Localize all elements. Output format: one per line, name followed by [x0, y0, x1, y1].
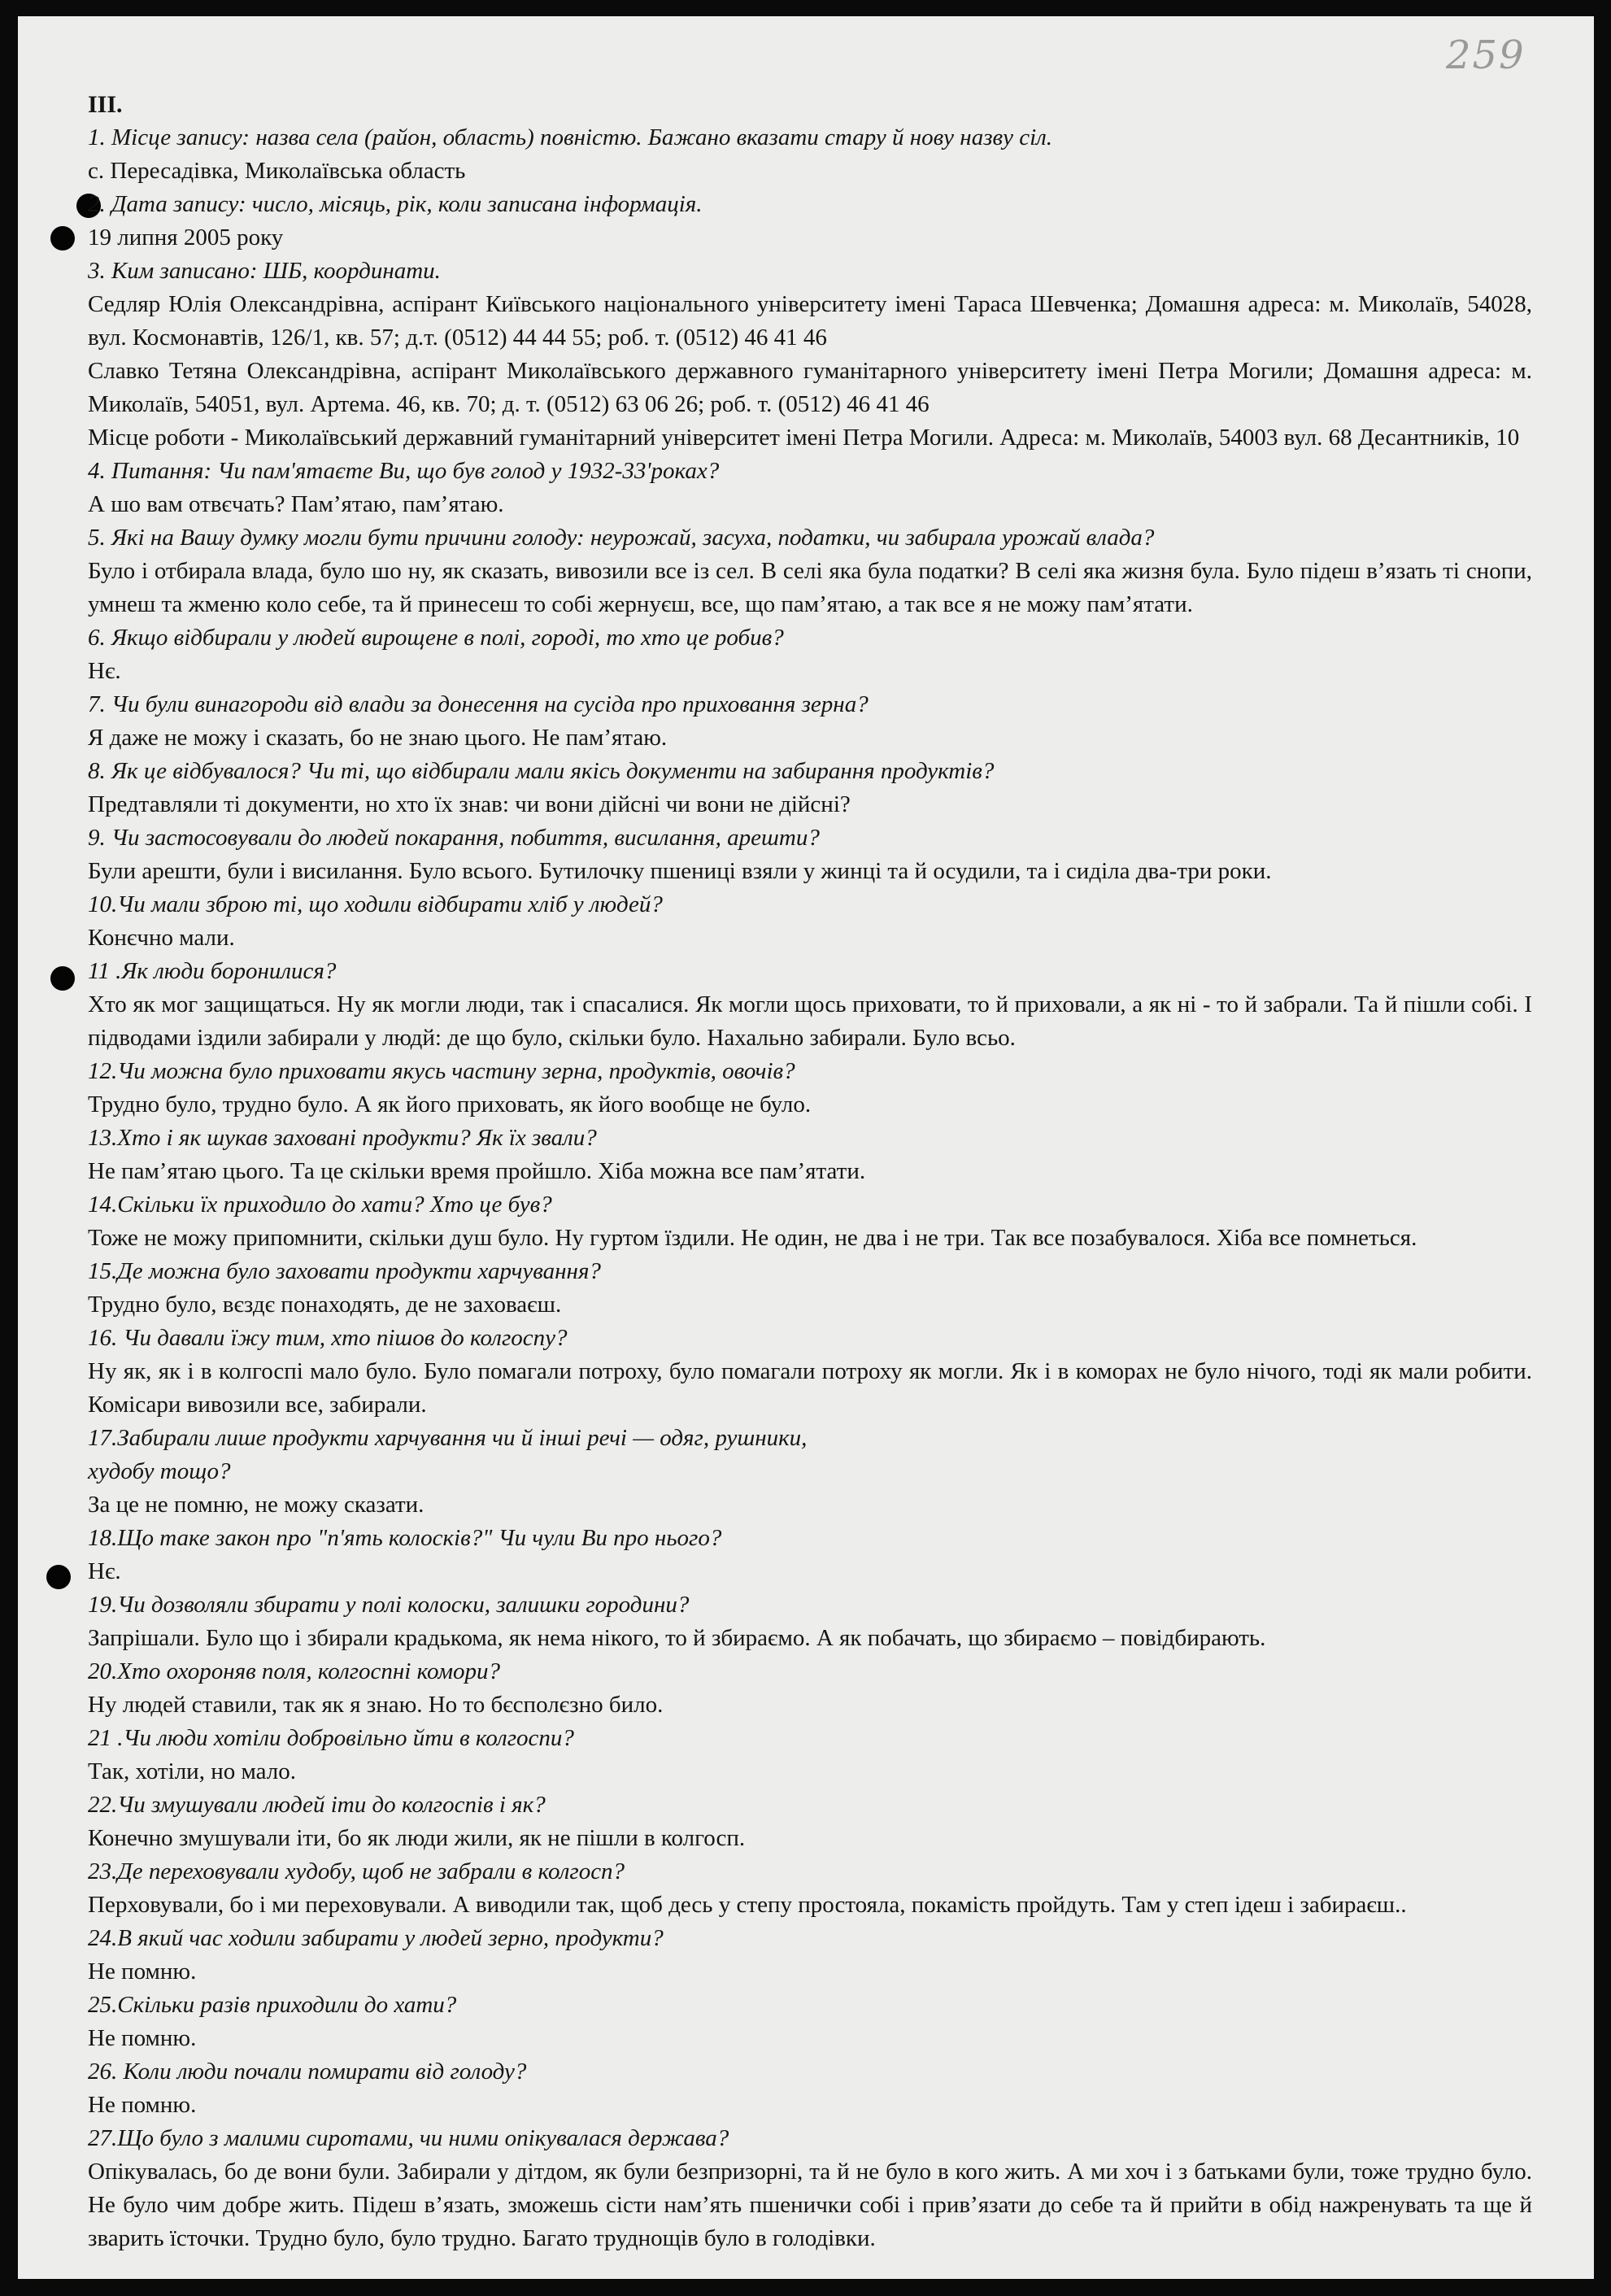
question-text: 11 .Як люди боронилися? — [88, 958, 337, 984]
qa-entry — [88, 521, 1532, 621]
punch-hole — [50, 966, 75, 991]
qa-entry — [88, 1655, 1532, 1722]
answer-text: Не пам’ятаю цього. Та це скільки время пройшло. Хіба можна все пам’ятати. — [88, 1158, 866, 1184]
question-text: 5. Які на Вашу думку могли бути причини голоду: неурожай, засуха, податки, чи забирала урожай влада? — [88, 525, 1155, 551]
answer-text: Так, хотіли, но мало. — [88, 1758, 296, 1784]
answer-text: Хто як мог защищаться. Ну як могли люди, так і спасалися. Як могли щось приховати, то й приховали, а як ні - то й забрали. Та й пішли собі. І підводами іздили забирали у людй: де що було, скільки було. Нахально забирали. Було всьо. — [88, 991, 1532, 1051]
qa-entry — [88, 1989, 1532, 2055]
answer-text: За це не помню, не можу сказати. — [88, 1492, 425, 1518]
answer-text: Конєчно мали. — [88, 925, 235, 951]
answer-text: Не помню. — [88, 2092, 197, 2118]
qa-entry — [88, 621, 1532, 688]
answer-text: Я даже не можу і сказать, бо не знаю цього. Не пам’ятаю. — [88, 725, 668, 751]
qa-entry — [88, 1322, 1532, 1422]
question-text: 9. Чи застосовували до людей покарання, побиття, висилання, арешти? — [88, 825, 820, 851]
answer-text: Опікувалась, бо де вони були. Забирали у дітдом, як були безпризорні, та й не було в кого жить. А ми хоч і з батьками були, тоже трудно було. Не було чим добре жить. Підеш в’язать, зможешь сісти нам’ять пшенички собі і прив’язати до себе та й прийти в обід нажренувать та ще й зварить їсточки. Трудно було, було трудно. Багато труднощів було в голодівки. — [88, 2159, 1532, 2251]
question-text: 12.Чи можна було приховати якусь частину зерна, продуктів, овочів? — [88, 1058, 795, 1084]
qa-entry — [88, 2122, 1532, 2255]
question-text: 1. Місце запису: назва села (район, область) повністю. Бажано вказати стару й нову назву сіл. — [88, 124, 1053, 150]
qa-entry — [88, 1422, 1532, 1522]
question-text: 15.Де можна було заховати продукти харчування? — [88, 1258, 601, 1284]
answer-text: Конечно змушували іти, бо як люди жили, як не пішли в колгосп. — [88, 1825, 746, 1851]
question-text: 17.Забирали лише продукти харчування чи й інші речі — одяг, рушники, худобу тощо? — [88, 1425, 808, 1484]
entries-list — [88, 121, 1532, 2255]
qa-entry — [88, 1055, 1532, 1122]
question-text: 18.Що таке закон про "п'ять колосків?" Чи чули Ви про нього? — [88, 1525, 722, 1551]
question-text: 22.Чи змушували людей іти до колгоспів і як? — [88, 1792, 546, 1818]
answer-text: 19 липня 2005 року — [88, 224, 284, 251]
answer-text: Нє. — [88, 1558, 121, 1584]
qa-entry — [88, 1722, 1532, 1788]
qa-entry — [88, 1922, 1532, 1989]
answer-text: с. Пересадівка, Миколаївська область — [88, 158, 466, 184]
answer-text: Славко Тетяна Олександрівна, аспірант Миколаївського державного гуманітарного університету імені Петра Могили; Домашня адреса: м. Миколаїв, 54051, вул. Артема. 46, кв. 70; д. т. (0512) 63 06 26; роб. т. (0512) 46 41 46 — [88, 358, 1532, 417]
answer-text: Седляр Юлія Олександрівна, аспірант Київського національного університету імені Тараса Шевченка; Домашня адреса: м. Миколаїв, 54028, вул. Космонавтів, 126/1, кв. 57; д.т. (0512) 44 44 55; роб. т. (0512) 46 41 46 — [88, 291, 1532, 351]
answer-text: Не помню. — [88, 2025, 197, 2051]
qa-entry — [88, 455, 1532, 521]
qa-entry — [88, 888, 1532, 955]
qa-entry — [88, 821, 1532, 888]
punch-hole — [50, 226, 75, 251]
question-text: 21 .Чи люди хотіли добровільно йти в колгоспи? — [88, 1725, 574, 1751]
answer-text: Запрішали. Було що і збирали крадькома, як нема нікого, то й збираємо. А як побачать, що збираємо – повідбирають. — [88, 1625, 1266, 1651]
qa-entry — [88, 2055, 1532, 2122]
qa-entry — [88, 955, 1532, 1055]
qa-entry — [88, 188, 1532, 255]
answer-text: Тоже не можу припомнити, скільки душ було. Ну гуртом їздили. Не один, не два і не три. Так все позабувалося. Хіба все помнеться. — [88, 1225, 1417, 1251]
answer-text: Не помню. — [88, 1958, 197, 1984]
qa-entry — [88, 1588, 1532, 1655]
question-text: 14.Скільки їх приходило до хати? Хто це був? — [88, 1192, 552, 1218]
qa-entry — [88, 1122, 1532, 1188]
qa-entry — [88, 1255, 1532, 1322]
answer-text: Перховували, бо і ми переховували. А виводили так, щоб десь у степу простояла, покамість пройдуть. Там у степ ідеш і забираєш.. — [88, 1892, 1407, 1918]
section-heading: III. — [88, 91, 123, 118]
question-text: 20.Хто охороняв поля, колгоспні комори? — [88, 1658, 500, 1684]
question-text: 2. Дата запису: число, місяць, рік, коли записана інформація. — [88, 191, 703, 217]
question-text: 26. Коли люди почали помирати від голоду? — [88, 2059, 527, 2085]
question-text: 3. Ким записано: ШБ, координати. — [88, 258, 441, 284]
answer-text: А шо вам отвєчать? Пам’ятаю, пам’ятаю. — [88, 491, 504, 517]
question-text: 7. Чи були винагороди від влади за донесення на сусіда про приховання зерна? — [88, 691, 869, 717]
answer-text: Трудно було, трудно було. А як його приховать, як його вообще не було. — [88, 1091, 812, 1118]
answer-text: Були арешти, були і висилання. Було всього. Бутилочку пшениці взяли у жинці та й осудили, та і сиділа два-три роки. — [88, 858, 1272, 884]
questionnaire-body — [88, 88, 1532, 2255]
question-text: 16. Чи давали їжу тим, хто пішов до колгоспу? — [88, 1325, 568, 1351]
qa-entry — [88, 1788, 1532, 1855]
qa-entry — [88, 755, 1532, 821]
answer-text: Предтавляли ті документи, но хто їх знав: чи вони дійсні чи вони не дійсні? — [88, 791, 851, 817]
question-text: 4. Питання: Чи пам'ятаєте Ви, що був голод у 1932-33'роках? — [88, 458, 720, 484]
answer-text: Ну людей ставили, так як я знаю. Но то бєсполєзно било. — [88, 1692, 664, 1718]
answer-text: Нє. — [88, 658, 121, 684]
question-text: 8. Як це відбувалося? Чи ті, що відбирали мали якісь документи на забирання продуктів? — [88, 758, 995, 784]
question-text: 23.Де переховували худобу, щоб не забрали в колгосп? — [88, 1858, 625, 1884]
qa-entry — [88, 121, 1532, 188]
question-text: 27.Що було з малими сиротами, чи ними опікувалася держава? — [88, 2125, 729, 2151]
qa-entry — [88, 1522, 1532, 1588]
qa-entry — [88, 688, 1532, 755]
question-text: 25.Скільки разів приходили до хати? — [88, 1992, 457, 2018]
page-number: 259 — [1446, 33, 1526, 78]
answer-text: Місце роботи - Миколаївський державний гуманітарний університет імені Петра Могили. Адреса: м. Миколаїв, 54003 вул. 68 Десантників, 10 — [88, 425, 1520, 451]
question-text: 24.В який час ходили забирати у людей зерно, продукти? — [88, 1925, 664, 1951]
answer-text: Трудно було, вєздє понаходять, де не заховаєш. — [88, 1292, 562, 1318]
punch-hole — [46, 1565, 71, 1589]
answer-text: Було і отбирала влада, було шо ну, як сказать, вивозили все із сел. В селі яка була податки? В селі яка жизня була. Було підеш в’язать ті снопи, умнеш та жменю коло себе, та й принесеш то собі жернуєш, все, що пам’ятаю, а так все я не можу пам’ятати. — [88, 558, 1532, 617]
answer-text: Ну як, як і в колгоспі мало було. Було помагали потроху, було помагали потроху як могли. Як і в коморах не було нічого, тоді як мали робити. Комісари вивозили все, забирали. — [88, 1358, 1532, 1418]
question-text: 10.Чи мали зброю ті, що ходили відбирати хліб у людей? — [88, 891, 663, 917]
qa-entry — [88, 255, 1532, 455]
qa-entry — [88, 1188, 1532, 1255]
qa-entry — [88, 1855, 1532, 1922]
question-text: 19.Чи дозволяли збирати у полі колоски, залишки городини? — [88, 1592, 690, 1618]
question-text: 13.Хто і як шукав заховані продукти? Як їх звали? — [88, 1125, 597, 1151]
question-text: 6. Якщо відбирали у людей вирощене в полі, городі, то хто це робив? — [88, 625, 784, 651]
